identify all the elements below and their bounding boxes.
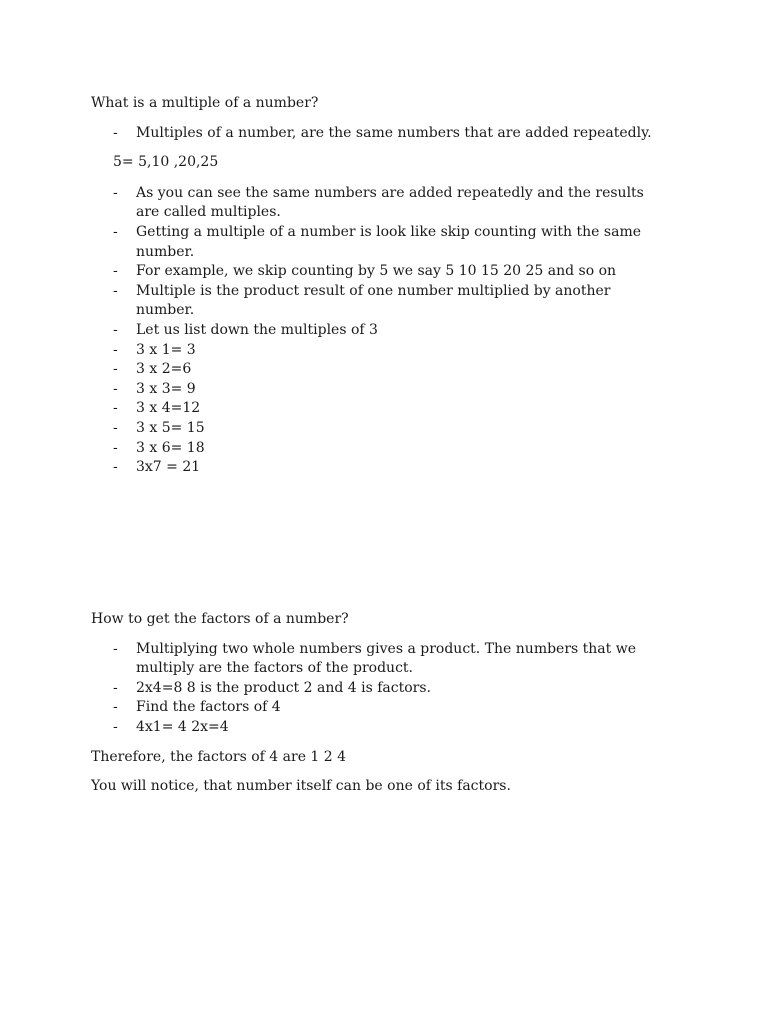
dash-bullet-icon: - xyxy=(113,124,118,141)
dash-bullet-icon: - xyxy=(113,223,118,240)
multiples-bullet-list xyxy=(91,184,691,478)
list-item xyxy=(91,419,671,439)
list-item xyxy=(91,124,671,144)
list-item-text: 3 x 1= 3 xyxy=(136,341,196,358)
factors-note: You will notice, that number itself can be one of its factors. xyxy=(91,778,511,795)
list-item xyxy=(91,698,671,718)
list-item xyxy=(91,282,671,321)
list-item xyxy=(91,262,671,282)
dash-bullet-icon: - xyxy=(113,679,118,696)
factors-heading: How to get the factors of a number? xyxy=(91,611,349,627)
list-item-text: For example, we skip counting by 5 we say 5 10 15 20 25 and so on xyxy=(136,263,617,280)
multiples-example-equation: 5= 5,10 ,20,25 xyxy=(113,154,219,171)
list-item xyxy=(91,380,671,400)
list-item-text: 2x4=8 8 is the product 2 and 4 is factors. xyxy=(136,679,431,696)
list-item xyxy=(91,223,671,262)
list-item-text: Multiplying two whole numbers gives a product. The numbers that we multiply are the factors of the product. xyxy=(136,640,637,677)
list-item-text: 3 x 5= 15 xyxy=(136,419,205,436)
dash-bullet-icon: - xyxy=(113,439,118,456)
list-item xyxy=(91,399,671,419)
multiples-intro-list xyxy=(91,124,691,144)
multiples-section xyxy=(91,94,691,478)
list-item-text: As you can see the same numbers are added repeatedly and the results are called multiples. xyxy=(136,184,644,221)
list-item-text: 3 x 2=6 xyxy=(136,361,192,378)
dash-bullet-icon: - xyxy=(113,419,118,436)
dash-bullet-icon: - xyxy=(113,361,118,378)
list-item xyxy=(91,640,671,679)
list-item xyxy=(91,718,671,738)
list-item-text: Multiples of a number, are the same numbers that are added repeatedly. xyxy=(136,124,652,141)
factors-bullet-list xyxy=(91,640,691,738)
list-item-text: Multiple is the product result of one number multiplied by another number. xyxy=(136,282,611,319)
list-item xyxy=(91,184,671,223)
list-item-text: Find the factors of 4 xyxy=(136,699,281,716)
list-item-text: 3 x 6= 18 xyxy=(136,439,205,456)
list-item xyxy=(91,341,671,361)
list-item xyxy=(91,679,671,699)
list-item-text: 3 x 4=12 xyxy=(136,400,201,417)
dash-bullet-icon: - xyxy=(113,380,118,397)
dash-bullet-icon: - xyxy=(113,341,118,358)
list-item-text: 3 x 3= 9 xyxy=(136,380,196,397)
dash-bullet-icon: - xyxy=(113,400,118,417)
multiples-heading: What is a multiple of a number? xyxy=(91,95,319,111)
dash-bullet-icon: - xyxy=(113,321,118,338)
list-item xyxy=(91,458,671,478)
factors-conclusion: Therefore, the factors of 4 are 1 2 4 xyxy=(91,748,347,765)
list-item-text: 4x1= 4 2x=4 xyxy=(136,718,229,735)
dash-bullet-icon: - xyxy=(113,699,118,716)
list-item xyxy=(91,360,671,380)
dash-bullet-icon: - xyxy=(113,282,118,299)
dash-bullet-icon: - xyxy=(113,640,118,657)
list-item xyxy=(91,439,671,459)
list-item-text: Getting a multiple of a number is look like skip counting with the same number. xyxy=(136,223,641,260)
list-item-text: Let us list down the multiples of 3 xyxy=(136,321,378,338)
factors-section xyxy=(91,610,691,797)
dash-bullet-icon: - xyxy=(113,184,118,201)
list-item xyxy=(91,321,671,341)
dash-bullet-icon: - xyxy=(113,263,118,280)
dash-bullet-icon: - xyxy=(113,459,118,476)
list-item-text: 3x7 = 21 xyxy=(136,459,201,476)
dash-bullet-icon: - xyxy=(113,718,118,735)
